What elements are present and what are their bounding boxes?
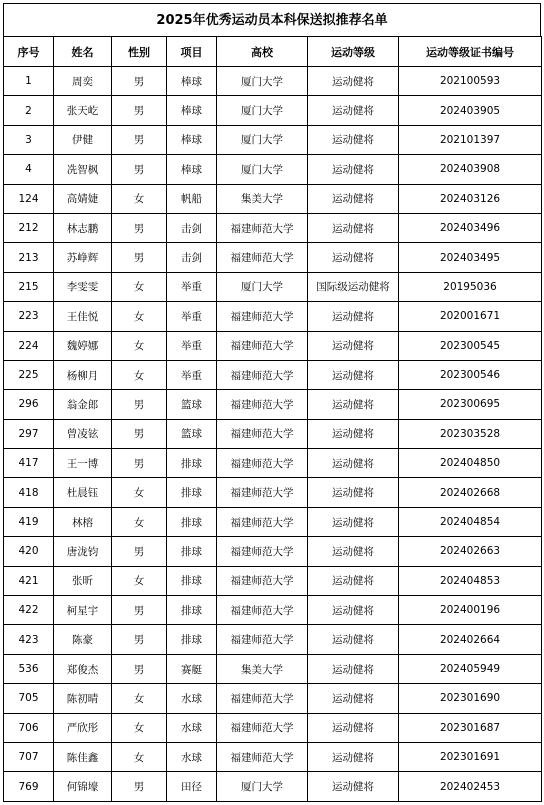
index-cell: 224 (4, 331, 54, 360)
gender-cell: 男 (112, 67, 167, 96)
table-row (4, 742, 542, 771)
event-cell: 排球 (167, 507, 217, 536)
university-cell: 厦门大学 (217, 125, 308, 154)
index-cell: 418 (4, 478, 54, 507)
name-cell: 郑俊杰 (54, 654, 112, 683)
university-cell: 福建师范大学 (217, 449, 308, 478)
gender-cell: 女 (112, 331, 167, 360)
level-cell: 运动健将 (308, 243, 399, 272)
university-cell: 厦门大学 (217, 772, 308, 801)
certificate-cell: 202402663 (399, 537, 542, 566)
table-row (4, 537, 542, 566)
name-cell: 翁金郎 (54, 390, 112, 419)
table-row (4, 67, 542, 96)
index-cell: 2 (4, 96, 54, 125)
event-cell: 水球 (167, 713, 217, 742)
level-cell: 运动健将 (308, 625, 399, 654)
event-cell: 举重 (167, 302, 217, 331)
index-cell: 215 (4, 272, 54, 301)
university-cell: 福建师范大学 (217, 742, 308, 771)
university-cell: 福建师范大学 (217, 684, 308, 713)
table-row (4, 625, 542, 654)
certificate-cell: 202404853 (399, 566, 542, 595)
university-cell: 福建师范大学 (217, 625, 308, 654)
certificate-cell: 202100593 (399, 67, 542, 96)
index-cell: 423 (4, 625, 54, 654)
event-cell: 田径 (167, 772, 217, 801)
event-cell: 排球 (167, 625, 217, 654)
certificate-cell: 202300545 (399, 331, 542, 360)
table-body (4, 67, 542, 802)
certificate-cell: 202404854 (399, 507, 542, 536)
event-cell: 棒球 (167, 67, 217, 96)
university-cell: 福建师范大学 (217, 302, 308, 331)
gender-cell: 女 (112, 184, 167, 213)
name-cell: 伊健 (54, 125, 112, 154)
name-cell: 张天屹 (54, 96, 112, 125)
table-row (4, 449, 542, 478)
index-cell: 225 (4, 360, 54, 389)
name-cell: 曾凌铉 (54, 419, 112, 448)
level-cell: 运动健将 (308, 96, 399, 125)
name-cell: 苏峥辉 (54, 243, 112, 272)
gender-cell: 男 (112, 654, 167, 683)
table-row (4, 125, 542, 154)
name-cell: 林志鹏 (54, 213, 112, 242)
name-cell: 杨柳月 (54, 360, 112, 389)
event-cell: 排球 (167, 537, 217, 566)
level-cell: 运动健将 (308, 478, 399, 507)
certificate-cell: 202300695 (399, 390, 542, 419)
gender-cell: 女 (112, 360, 167, 389)
event-cell: 篮球 (167, 390, 217, 419)
athlete-table (3, 36, 542, 802)
event-cell: 排球 (167, 449, 217, 478)
index-cell: 213 (4, 243, 54, 272)
gender-cell: 女 (112, 742, 167, 771)
event-cell: 水球 (167, 684, 217, 713)
level-cell: 运动健将 (308, 684, 399, 713)
table-row (4, 272, 542, 301)
index-cell: 421 (4, 566, 54, 595)
university-cell: 福建师范大学 (217, 478, 308, 507)
index-cell: 769 (4, 772, 54, 801)
event-cell: 排球 (167, 566, 217, 595)
certificate-cell: 202001671 (399, 302, 542, 331)
index-cell: 420 (4, 537, 54, 566)
index-cell: 705 (4, 684, 54, 713)
university-cell: 福建师范大学 (217, 713, 308, 742)
name-cell: 唐泷钧 (54, 537, 112, 566)
certificate-cell: 202402668 (399, 478, 542, 507)
gender-cell: 女 (112, 507, 167, 536)
gender-cell: 男 (112, 537, 167, 566)
level-cell: 运动健将 (308, 213, 399, 242)
certificate-cell: 202300546 (399, 360, 542, 389)
table-row (4, 596, 542, 625)
col-header-name: 姓名 (54, 37, 112, 67)
level-cell: 运动健将 (308, 772, 399, 801)
event-cell: 水球 (167, 742, 217, 771)
university-cell: 厦门大学 (217, 272, 308, 301)
page-title: 2025年优秀运动员本科保送拟推荐名单 (3, 3, 541, 36)
level-cell: 运动健将 (308, 390, 399, 419)
table-row (4, 772, 542, 801)
name-cell: 张昕 (54, 566, 112, 595)
event-cell: 棒球 (167, 155, 217, 184)
gender-cell: 女 (112, 684, 167, 713)
name-cell: 林榕 (54, 507, 112, 536)
table-row (4, 213, 542, 242)
col-header-level: 运动等级 (308, 37, 399, 67)
gender-cell: 女 (112, 302, 167, 331)
event-cell: 举重 (167, 331, 217, 360)
university-cell: 福建师范大学 (217, 213, 308, 242)
level-cell: 运动健将 (308, 507, 399, 536)
gender-cell: 男 (112, 419, 167, 448)
index-cell: 419 (4, 507, 54, 536)
gender-cell: 男 (112, 449, 167, 478)
certificate-cell: 202301687 (399, 713, 542, 742)
name-cell: 冼智枫 (54, 155, 112, 184)
gender-cell: 女 (112, 713, 167, 742)
gender-cell: 男 (112, 96, 167, 125)
event-cell: 举重 (167, 360, 217, 389)
index-cell: 297 (4, 419, 54, 448)
name-cell: 李雯雯 (54, 272, 112, 301)
level-cell: 运动健将 (308, 654, 399, 683)
event-cell: 赛艇 (167, 654, 217, 683)
index-cell: 296 (4, 390, 54, 419)
table-row (4, 302, 542, 331)
level-cell: 运动健将 (308, 596, 399, 625)
event-cell: 棒球 (167, 96, 217, 125)
gender-cell: 男 (112, 155, 167, 184)
name-cell: 高婧婕 (54, 184, 112, 213)
university-cell: 福建师范大学 (217, 331, 308, 360)
level-cell: 运动健将 (308, 449, 399, 478)
level-cell: 运动健将 (308, 125, 399, 154)
name-cell: 何锦壕 (54, 772, 112, 801)
table-row (4, 478, 542, 507)
level-cell: 国际级运动健将 (308, 272, 399, 301)
gender-cell: 女 (112, 478, 167, 507)
level-cell: 运动健将 (308, 302, 399, 331)
table-row (4, 184, 542, 213)
index-cell: 3 (4, 125, 54, 154)
level-cell: 运动健将 (308, 155, 399, 184)
name-cell: 陈豪 (54, 625, 112, 654)
certificate-cell: 20195036 (399, 272, 542, 301)
index-cell: 4 (4, 155, 54, 184)
name-cell: 陈佳鑫 (54, 742, 112, 771)
name-cell: 魏婷娜 (54, 331, 112, 360)
university-cell: 厦门大学 (217, 96, 308, 125)
gender-cell: 男 (112, 390, 167, 419)
table-row (4, 419, 542, 448)
university-cell: 厦门大学 (217, 67, 308, 96)
university-cell: 集美大学 (217, 184, 308, 213)
certificate-cell: 202402453 (399, 772, 542, 801)
university-cell: 福建师范大学 (217, 596, 308, 625)
index-cell: 417 (4, 449, 54, 478)
level-cell: 运动健将 (308, 419, 399, 448)
certificate-cell: 202301691 (399, 742, 542, 771)
gender-cell: 女 (112, 566, 167, 595)
gender-cell: 男 (112, 596, 167, 625)
name-cell: 王一博 (54, 449, 112, 478)
event-cell: 帆船 (167, 184, 217, 213)
gender-cell: 男 (112, 213, 167, 242)
col-header-gender: 性别 (112, 37, 167, 67)
level-cell: 运动健将 (308, 67, 399, 96)
event-cell: 击剑 (167, 243, 217, 272)
gender-cell: 女 (112, 272, 167, 301)
table-row (4, 390, 542, 419)
gender-cell: 男 (112, 125, 167, 154)
name-cell: 杜晨钰 (54, 478, 112, 507)
university-cell: 福建师范大学 (217, 243, 308, 272)
university-cell: 集美大学 (217, 654, 308, 683)
name-cell: 陈初晴 (54, 684, 112, 713)
level-cell: 运动健将 (308, 742, 399, 771)
index-cell: 707 (4, 742, 54, 771)
index-cell: 706 (4, 713, 54, 742)
gender-cell: 男 (112, 625, 167, 654)
table-row (4, 331, 542, 360)
university-cell: 福建师范大学 (217, 390, 308, 419)
name-cell: 柯星宇 (54, 596, 112, 625)
event-cell: 举重 (167, 272, 217, 301)
certificate-cell: 202402664 (399, 625, 542, 654)
university-cell: 福建师范大学 (217, 419, 308, 448)
certificate-cell: 202400196 (399, 596, 542, 625)
level-cell: 运动健将 (308, 537, 399, 566)
col-header-event: 项目 (167, 37, 217, 67)
name-cell: 王佳悦 (54, 302, 112, 331)
index-cell: 124 (4, 184, 54, 213)
event-cell: 篮球 (167, 419, 217, 448)
index-cell: 223 (4, 302, 54, 331)
index-cell: 1 (4, 67, 54, 96)
name-cell: 严欣彤 (54, 713, 112, 742)
certificate-cell: 202403496 (399, 213, 542, 242)
certificate-cell: 202303528 (399, 419, 542, 448)
gender-cell: 男 (112, 243, 167, 272)
event-cell: 棒球 (167, 125, 217, 154)
table-row (4, 566, 542, 595)
header-row (4, 37, 542, 67)
certificate-cell: 202101397 (399, 125, 542, 154)
event-cell: 击剑 (167, 213, 217, 242)
event-cell: 排球 (167, 596, 217, 625)
table-row (4, 360, 542, 389)
col-header-university: 高校 (217, 37, 308, 67)
table-row (4, 507, 542, 536)
table-row (4, 654, 542, 683)
table-row (4, 96, 542, 125)
table-row (4, 713, 542, 742)
level-cell: 运动健将 (308, 713, 399, 742)
certificate-cell: 202301690 (399, 684, 542, 713)
name-cell: 周奕 (54, 67, 112, 96)
table-row (4, 155, 542, 184)
certificate-cell: 202403495 (399, 243, 542, 272)
table-row (4, 243, 542, 272)
level-cell: 运动健将 (308, 360, 399, 389)
gender-cell: 男 (112, 772, 167, 801)
col-header-certificate: 运动等级证书编号 (399, 37, 542, 67)
index-cell: 422 (4, 596, 54, 625)
event-cell: 排球 (167, 478, 217, 507)
university-cell: 厦门大学 (217, 155, 308, 184)
recommendation-sheet (3, 3, 541, 802)
certificate-cell: 202404850 (399, 449, 542, 478)
col-header-index: 序号 (4, 37, 54, 67)
university-cell: 福建师范大学 (217, 360, 308, 389)
university-cell: 福建师范大学 (217, 507, 308, 536)
certificate-cell: 202405949 (399, 654, 542, 683)
university-cell: 福建师范大学 (217, 537, 308, 566)
table-row (4, 684, 542, 713)
certificate-cell: 202403126 (399, 184, 542, 213)
index-cell: 536 (4, 654, 54, 683)
level-cell: 运动健将 (308, 566, 399, 595)
certificate-cell: 202403905 (399, 96, 542, 125)
university-cell: 福建师范大学 (217, 566, 308, 595)
index-cell: 212 (4, 213, 54, 242)
level-cell: 运动健将 (308, 184, 399, 213)
level-cell: 运动健将 (308, 331, 399, 360)
certificate-cell: 202403908 (399, 155, 542, 184)
